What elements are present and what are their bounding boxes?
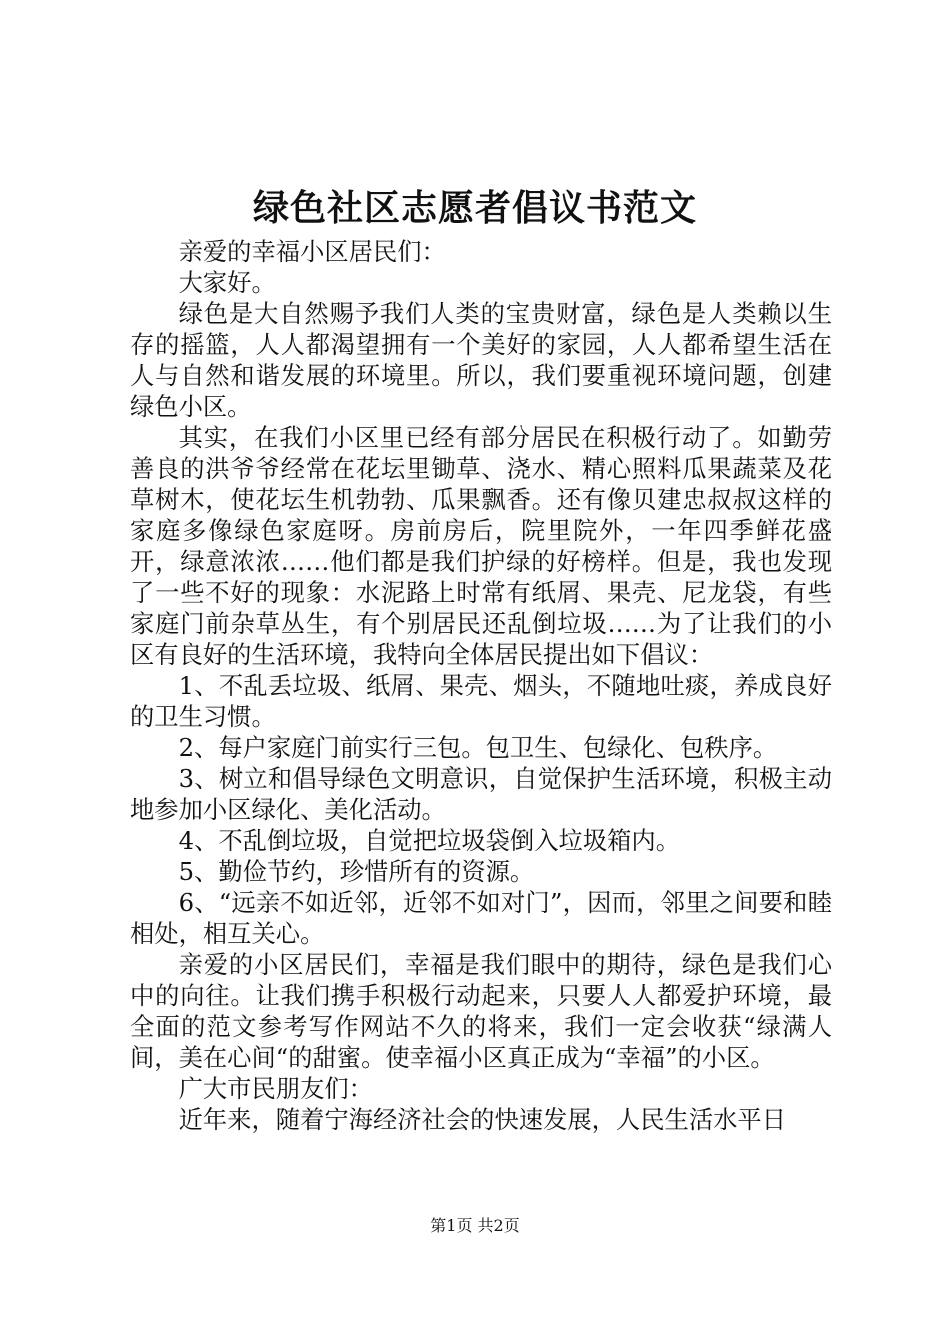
document-body: [130, 236, 832, 1135]
salutation: 亲爱的幸福小区居民们：: [178, 237, 446, 266]
paragraph: 近年来，随着宁海经济社会的快速发展，人民生活水平日: [178, 1105, 787, 1134]
paragraph: 其实，在我们小区里已经有部分居民在积极行动了。如勤劳善良的洪爷爷经常在花坛里锄草、浇水、精心照料瓜果蔬菜及花草树木，使花坛生机勃勃、瓜果飘香。还有像贝建忠叔叔这样的家庭多像绿色家庭呀。房前房后，院里院外，一年四季鲜花盛开，绿意浓浓……他们都是我们护绿的好榜样。但是，我也发现了一些不好的现象：水泥路上时常有纸屑、果壳、尼龙袋，有些家庭门前杂草丛生，有个别居民还乱倒垃圾……为了让我们的小区有良好的生活环境，我特向全体居民提出如下倡议：: [130, 423, 832, 669]
proposal-item: 1、不乱丢垃圾、纸屑、果壳、烟头，不随地吐痰，养成良好的卫生习惯。: [130, 671, 832, 731]
paragraph: 亲爱的小区居民们，幸福是我们眼中的期待，绿色是我们心中的向往。让我们携手积极行动起来，只要人人都爱护环境，最全面的范文参考写作网站不久的将来，我们一定会收获“绿满人间，美在心间“的甜蜜。使幸福小区真正成为“幸福”的小区。: [130, 950, 832, 1072]
page-footer: 第1页 共2页: [430, 1216, 520, 1235]
proposal-item: 4、不乱倒垃圾，自觉把垃圾袋倒入垃圾箱内。: [178, 826, 680, 855]
greeting: 大家好。: [178, 268, 276, 297]
document-title: 绿色社区志愿者倡议书范文: [252, 187, 697, 229]
salutation: 广大市民朋友们：: [178, 1074, 373, 1103]
proposal-item: 5、勤俭节约，珍惜所有的资源。: [178, 857, 535, 886]
proposal-item: 2、每户家庭门前实行三包。包卫生、包绿化、包秩序。: [178, 733, 778, 762]
proposal-item: 3、树立和倡导绿色文明意识，自觉保护生活环境，积极主动地参加小区绿化、美化活动。: [130, 764, 832, 824]
paragraph: 绿色是大自然赐予我们人类的宝贵财富，绿色是人类赖以生存的摇篮，人人都渴望拥有一个美好的家园，人人都希望生活在人与自然和谐发展的环境里。所以，我们要重视环境问题，创建绿色小区。: [130, 299, 832, 421]
proposal-item: 6、“远亲不如近邻，近邻不如对门”，因而，邻里之间要和睦相处，相互关心。: [130, 888, 832, 948]
